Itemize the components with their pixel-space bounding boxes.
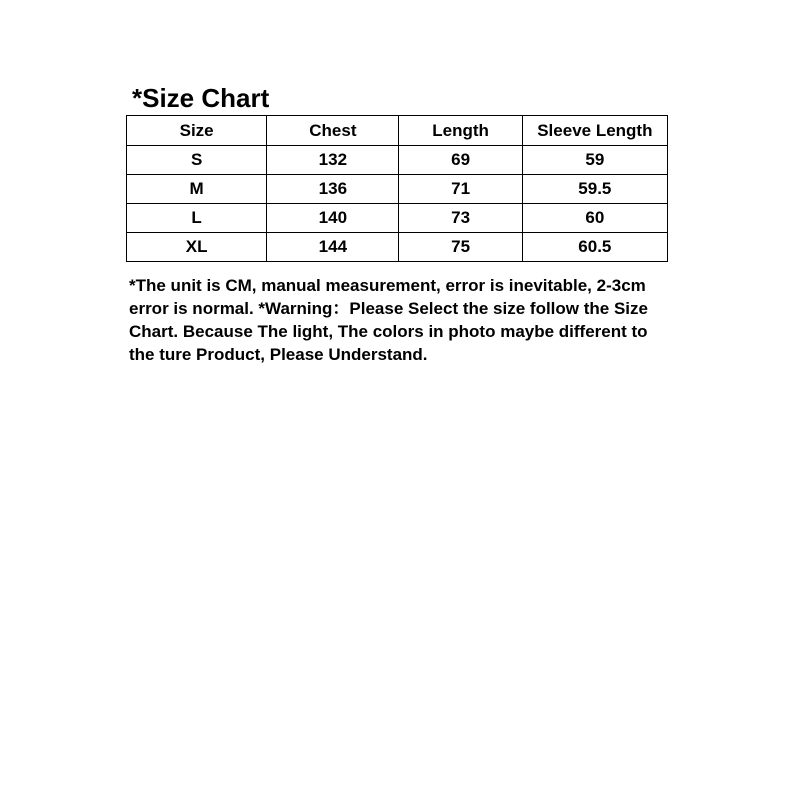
table-row bbox=[127, 233, 668, 262]
size-chart-table bbox=[126, 115, 668, 262]
size-chart-title: *Size Chart bbox=[132, 83, 270, 113]
cell-sleeve-length: 60 bbox=[522, 204, 667, 233]
cell-sleeve-length: 60.5 bbox=[522, 233, 667, 262]
table-row bbox=[127, 175, 668, 204]
table-row bbox=[127, 204, 668, 233]
cell-length: 73 bbox=[399, 204, 522, 233]
size-note-text: *The unit is CM, manual measurement, error is inevitable, 2-3cm error is normal. *Warning：Please Select the size follow the Size Chart. Because The light, The colors in photo maybe different to the ture Product, Please Understand. bbox=[129, 276, 648, 364]
cell-chest: 140 bbox=[267, 204, 399, 233]
cell-length: 75 bbox=[399, 233, 522, 262]
cell-length: 71 bbox=[399, 175, 522, 204]
cell-chest: 144 bbox=[267, 233, 399, 262]
cell-size: S bbox=[127, 146, 267, 175]
cell-chest: 132 bbox=[267, 146, 399, 175]
cell-length: 69 bbox=[399, 146, 522, 175]
cell-size: L bbox=[127, 204, 267, 233]
cell-sleeve-length: 59.5 bbox=[522, 175, 667, 204]
header-size: Size bbox=[127, 116, 267, 146]
cell-chest: 136 bbox=[267, 175, 399, 204]
cell-size: M bbox=[127, 175, 267, 204]
table-header-row bbox=[127, 116, 668, 146]
header-length: Length bbox=[399, 116, 522, 146]
header-sleeve-length: Sleeve Length bbox=[522, 116, 667, 146]
header-chest: Chest bbox=[267, 116, 399, 146]
table-row bbox=[127, 146, 668, 175]
cell-sleeve-length: 59 bbox=[522, 146, 667, 175]
cell-size: XL bbox=[127, 233, 267, 262]
